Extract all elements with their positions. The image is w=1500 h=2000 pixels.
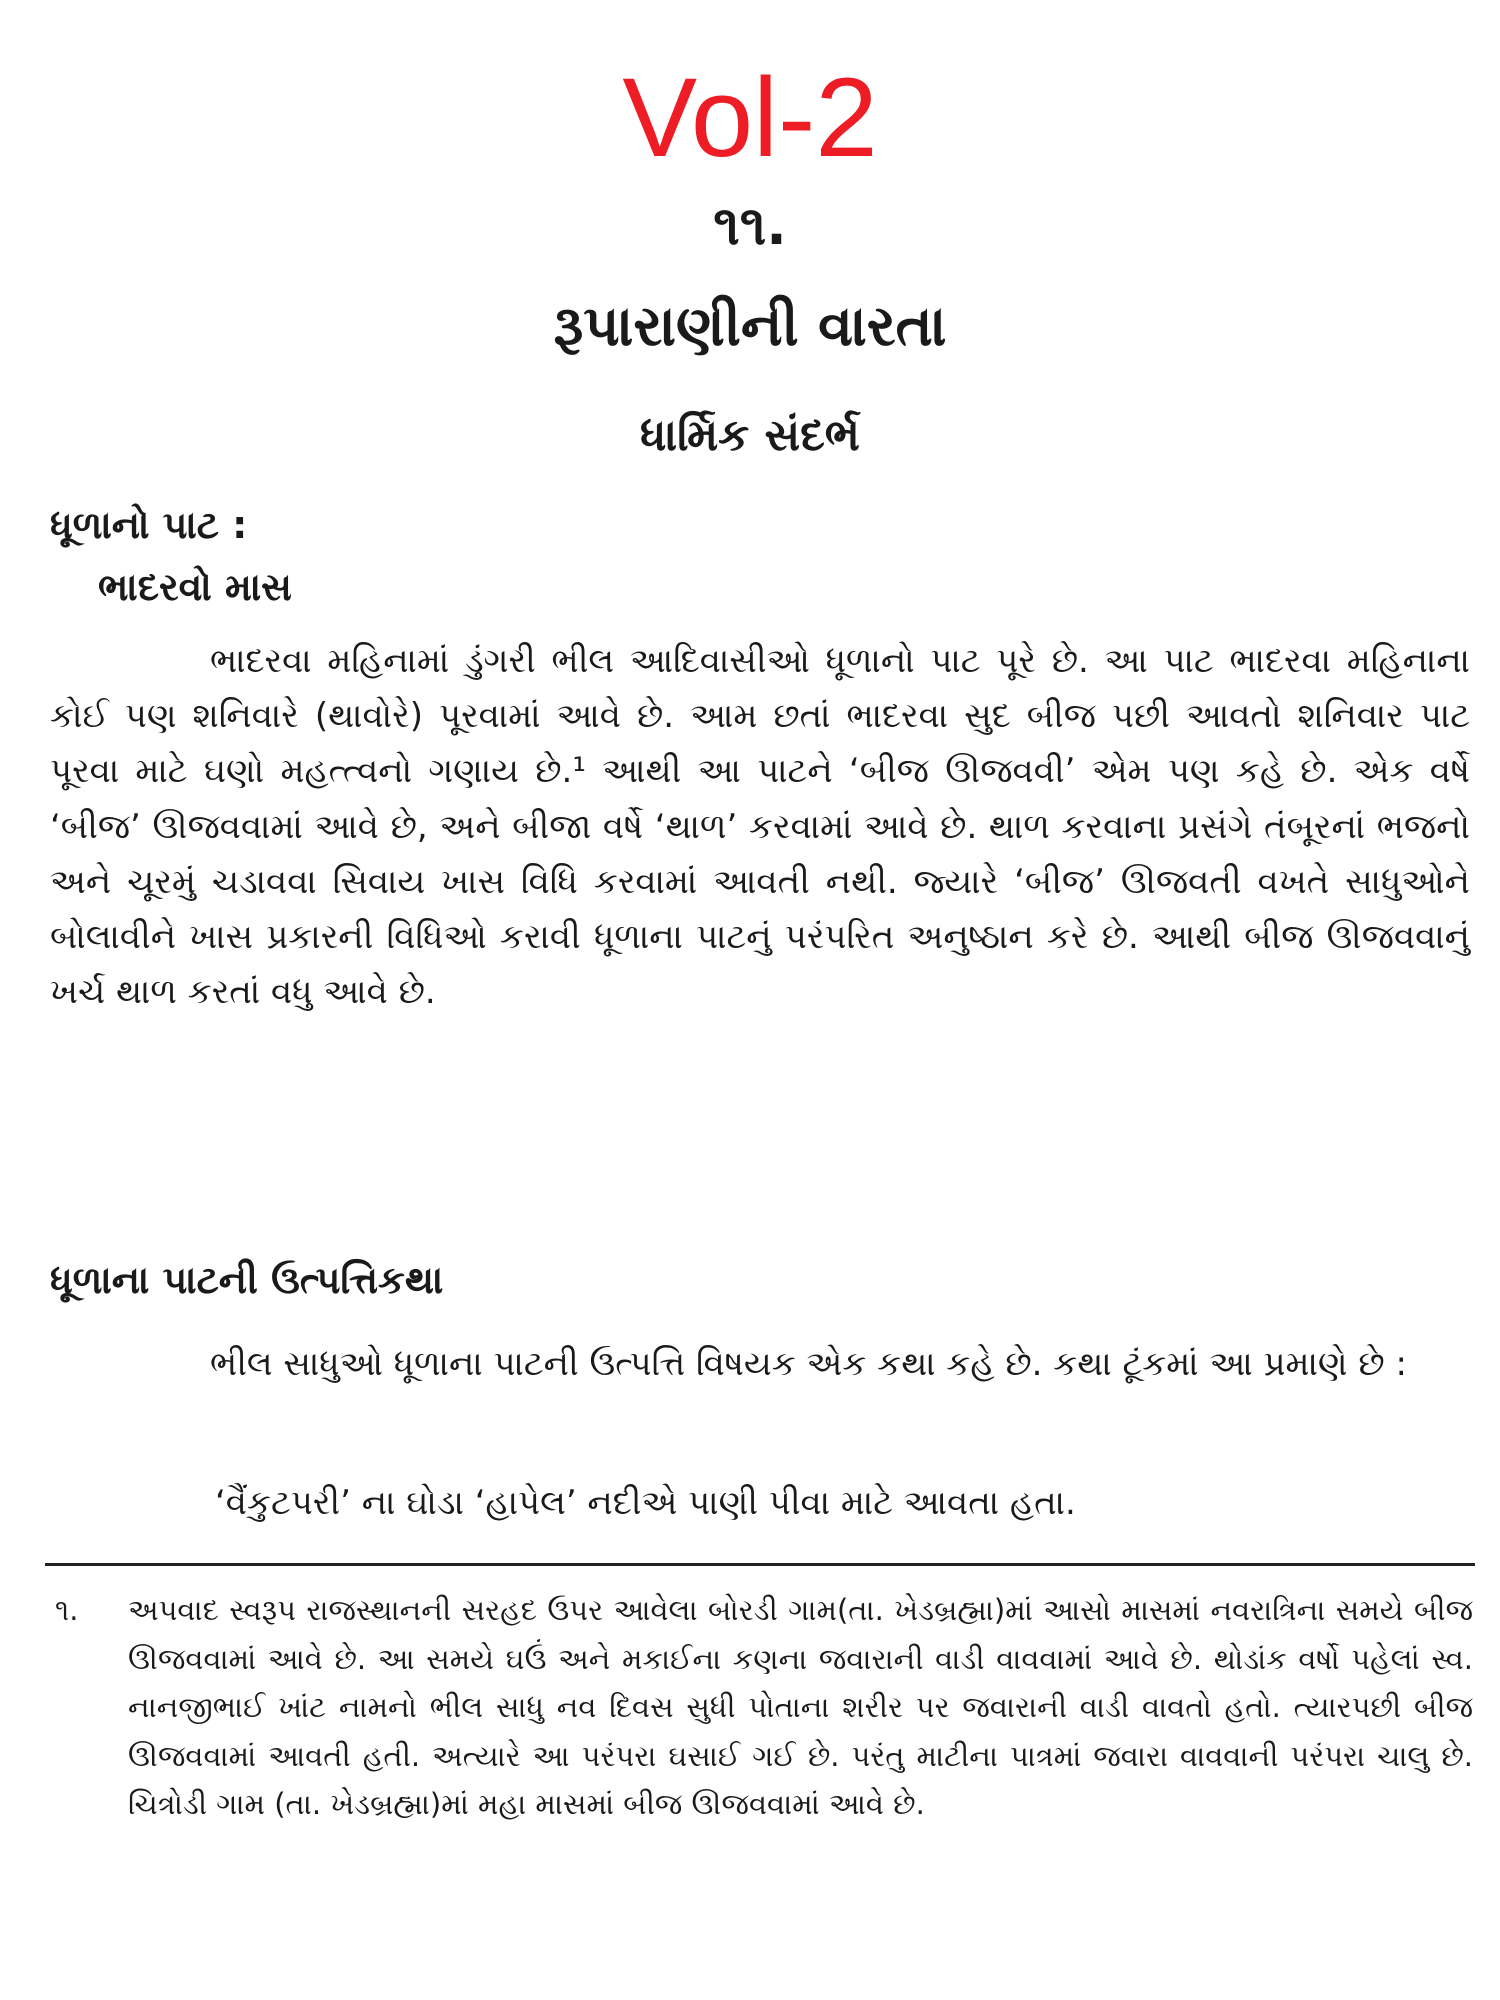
section1-paragraph: ભાદરવા મહિનામાં ડુંગરી ભીલ આદિવાસીઓ ધૂળાનો પાટ પૂરે છે. આ પાટ ભાદરવા મહિનાના કોઈ પણ શનિવારે (થાવોરે) પૂરવામાં આવે છે. આમ છતાં ભાદરવા સુદ બીજ પછી આવતો શનિવાર પાટ પૂરવા માટે ઘણો મહત્ત્વનો ગણાય છે.¹ આથી આ પાટને ‘બીજ ઊજવવી’ એમ પણ કહે છે. એક વર્ષે ‘બીજ’ ઊજવવામાં આવે છે, અને બીજા વર્ષે ‘થાળ’ કરવામાં આવે છે. થાળ કરવાના પ્રસંગે તંબૂરનાં ભજનો અને ચૂરમું ચડાવવા સિવાય ખાસ વિધિ કરવામાં આવતી નથી. જ્યારે ‘બીજ’ ઊજવતી વખતે સાધુઓને બોલાવીને ખાસ પ્રકારની વિધિઓ કરાવી ધૂળાના પાટનું પરંપરિત અનુષ્ઠાન કરે છે. આથી બીજ ઊજવવાનું ખર્ચ થાળ કરતાં વધુ આવે છે.	[50, 641, 1470, 1013]
volume-label: Vol-2	[622, 55, 878, 180]
chapter-subtitle: ધાર્મિક સંદર્ભ	[639, 410, 860, 461]
footnote-divider	[45, 1563, 1475, 1566]
section-subheading-bhadarvo-maas: ભાદરવો માસ	[98, 565, 292, 609]
section-heading-utpatti-katha: ધૂળાના પાટની ઉત્પત્તિકથા	[50, 1258, 444, 1302]
section2-paragraph: ભીલ સાધુઓ ધૂળાના પાટની ઉત્પત્તિ વિષયક એક કથા કહે છે. કથા ટૂંકમાં આ પ્રમાણે છે :	[210, 1344, 1407, 1384]
footnote-number: ૧.	[55, 1593, 79, 1627]
section2-quote: ‘વૈંકુટપરી’ ના ઘોડા ‘હાપેલ’ નદીએ પાણી પીવા માટે આવતા હતા.	[215, 1483, 1076, 1523]
chapter-title: રૂપારાણીની વારતા	[553, 294, 947, 359]
chapter-number: ૧૧.	[713, 194, 787, 257]
footnote-text: અપવાદ સ્વરૂપ રાજસ્થાનની સરહદ ઉપર આવેલા બોરડી ગામ(તા. ખેડબ્રહ્મા)માં આસો માસમાં નવરાત્રિના સમયે બીજ ઊજવવામાં આવે છે. આ સમયે ઘઉં અને મકાઈના કણના જવારાની વાડી વાવવામાં આવે છે. થોડાંક વર્ષો પહેલાં સ્વ. નાનજીભાઈ ખાંટ નામનો ભીલ સાધુ નવ દિવસ સુધી પોતાના શરીર પર જવારાની વાડી વાવતો હતો. ત્યારપછી બીજ ઊજવવામાં આવતી હતી. અત્યારે આ પરંપરા ઘસાઈ ગઈ છે. પરંતુ માટીના પાત્રમાં જવારા વાવવાની પરંપરા ચાલુ છે. ચિત્રોડી ગામ (તા. ખેડબ્રહ્મા)માં મહા માસમાં બીજ ઊજવવામાં આવે છે.	[128, 1593, 1473, 1821]
section-heading-dhulano-paat: ધૂળાનો પાટ :	[50, 503, 248, 547]
